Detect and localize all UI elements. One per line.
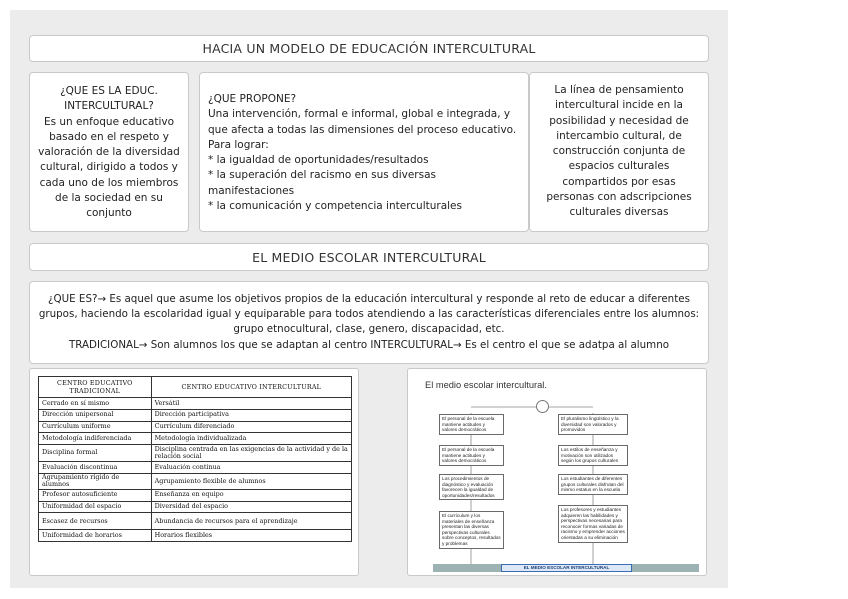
table-row bbox=[39, 398, 352, 410]
what-is-line: basado en el respeto y bbox=[49, 130, 169, 143]
cell-intercultural: Metodología individualizada bbox=[151, 433, 351, 445]
proposes-line: Una intervención, formal e informal, global e integrada, y bbox=[208, 108, 511, 121]
table-header-row bbox=[39, 377, 352, 398]
cell-traditional: Escasez de recursos bbox=[39, 513, 152, 530]
cell-intercultural: Agrupamiento flexible de alumnos bbox=[151, 473, 351, 489]
thought-line: compartidos por esas bbox=[562, 175, 676, 188]
cell-intercultural: Dirección participativa bbox=[151, 409, 351, 421]
proposes-line: Para lograr: bbox=[208, 138, 269, 151]
what-is-line: valoración de la diversidad bbox=[38, 146, 180, 159]
cell-intercultural: Enseñanza en equipo bbox=[151, 489, 351, 501]
header-intercultural bbox=[151, 377, 351, 398]
what-proposes-card bbox=[199, 72, 529, 232]
proposes-line: que afecta a todas las dimensiones del proceso educativo. bbox=[208, 123, 517, 136]
diagram-box-left: Los procedimientos de diagnóstico y evaluación favorecen la igualdad de oportunidades/resultados bbox=[439, 474, 504, 500]
cell-traditional: Profesor autosuficiente bbox=[39, 489, 152, 501]
what-is-line: ¿QUE ES LA EDUC. bbox=[60, 85, 158, 97]
cell-traditional: Uniformidad del espacio bbox=[39, 501, 152, 513]
table-row bbox=[39, 473, 352, 489]
what-is-line: cada uno de los miembros bbox=[39, 176, 179, 189]
what-is-card bbox=[29, 72, 189, 232]
what-is-line: cultural, dirigido a todos y bbox=[40, 161, 178, 174]
what-is-line: conjunto bbox=[86, 207, 132, 220]
diagram-card bbox=[407, 368, 707, 576]
diagram-box-right: El pluralismo lingüístico y la diversidad son valorados y promovidos bbox=[558, 414, 628, 435]
definition-line: ¿QUE ES?→ Es aquel que asume los objetivos propios de la educación intercultural y responde al reto de educar a diferentes bbox=[48, 293, 690, 305]
cell-traditional: Evaluación discontinua bbox=[39, 462, 152, 474]
table-row bbox=[39, 513, 352, 530]
what-is-line: INTERCULTURAL? bbox=[64, 100, 154, 113]
header-intercultural-label: CENTRO EDUCATIVO INTERCULTURAL bbox=[181, 383, 322, 391]
diagram-box-right: Los estilos de enseñanza y motivación son utilizados según los grupos culturales bbox=[558, 445, 628, 466]
thought-line: La línea de pensamiento bbox=[554, 84, 684, 96]
cell-intercultural: Abundancia de recursos para el aprendizaje bbox=[151, 513, 351, 530]
main-title: HACIA UN MODELO DE EDUCACIÓN INTERCULTURAL bbox=[202, 41, 536, 56]
proposes-line: manifestaciones bbox=[208, 184, 295, 197]
diagram-box-left: El personal de la escuela mantiene actitudes y valores democráticos bbox=[439, 445, 504, 466]
cell-traditional: Dirección unipersonal bbox=[39, 409, 152, 421]
table-row bbox=[39, 409, 352, 421]
diagram-box-left: El personal de la escuela mantiene actitudes y valores democráticos bbox=[439, 414, 504, 435]
thought-line: construcción conjunta de bbox=[552, 145, 686, 158]
diagram-title: El medio escolar intercultural. bbox=[425, 380, 547, 390]
table-row bbox=[39, 489, 352, 501]
section-title-bar bbox=[29, 243, 709, 271]
cell-traditional: Metodología indiferenciada bbox=[39, 433, 152, 445]
definition-line: TRADICIONAL→ Son alumnos los que se adaptan al centro INTERCULTURAL→ Es el centro el que se adatpa al alumno bbox=[68, 338, 670, 351]
proposes-line: * la comunicación y competencia interculturales bbox=[208, 200, 462, 213]
diagram-base-label: EL MEDIO ESCOLAR INTERCULTURAL bbox=[501, 564, 632, 572]
cell-intercultural: Diversidad del espacio bbox=[151, 501, 351, 513]
table-row bbox=[39, 433, 352, 445]
thought-line: espacios culturales bbox=[568, 160, 670, 173]
what-is-line: de la sociedad en su bbox=[55, 192, 163, 205]
proposes-line: * la igualdad de oportunidades/resultados bbox=[208, 154, 429, 167]
thought-line: posibilidad y necesidad de bbox=[549, 114, 689, 127]
cell-traditional: Agrupamiento rígido de alumnos bbox=[39, 473, 152, 489]
diagram-box-left: El currículum y los materiales de enseñanza presentan las diversas perspectivas culturales sobre conceptos, resultados y problemas bbox=[439, 511, 504, 549]
table-row bbox=[39, 530, 352, 542]
diagram-box-right: Los profesores y estudiantes adquieren las habilidades y perspectivas necesarias para reconocer formas variadas de racismo y emprender acciones orientadas a su eliminación bbox=[558, 505, 628, 543]
table-row bbox=[39, 421, 352, 433]
cell-traditional: Cerrado en sí mismo bbox=[39, 398, 152, 410]
what-is-line: Es un enfoque educativo bbox=[43, 115, 175, 128]
main-title-bar bbox=[29, 35, 709, 62]
cell-intercultural: Currículum diferenciado bbox=[151, 421, 351, 433]
cell-intercultural: Evaluación continua bbox=[151, 462, 351, 474]
header-traditional-label: CENTRO EDUCATIVO TRADICIONAL bbox=[57, 379, 133, 395]
proposes-line: * la superación del racismo en sus diversas bbox=[208, 169, 437, 182]
cell-traditional: Uniformidad de horarios bbox=[39, 530, 152, 542]
cell-intercultural: Disciplina centrada en las exigencias de la actividad y de la relación social bbox=[151, 445, 351, 462]
thought-line: intercambio cultural, de bbox=[556, 129, 682, 142]
cell-intercultural: Versátil bbox=[151, 398, 351, 410]
comparison-table-card bbox=[29, 368, 359, 576]
cell-traditional: Currículum uniforme bbox=[39, 421, 152, 433]
line-of-thought-card bbox=[529, 72, 709, 232]
thought-line: intercultural incide en la bbox=[555, 99, 683, 112]
table-row bbox=[39, 501, 352, 513]
comparison-table bbox=[38, 376, 352, 542]
diagram-box-right: Los estudiantes de diferentes grupos culturales disfrutan del mismo estatus en la escuela bbox=[558, 474, 628, 495]
definition-card bbox=[29, 281, 709, 364]
proposes-line: ¿QUE PROPONE? bbox=[208, 93, 297, 105]
diagram-circle-icon bbox=[536, 400, 549, 413]
cell-intercultural: Horarios flexibles bbox=[151, 530, 351, 542]
definition-line: grupos, haciendo la escolaridad igual y equiparable para todos atendiendo a las características diferenciales entre los alumnos: bbox=[38, 308, 700, 321]
thought-line: culturales diversas bbox=[569, 206, 669, 219]
cell-traditional: Disciplina formal bbox=[39, 445, 152, 462]
table-row bbox=[39, 462, 352, 474]
thought-line: personas con adscripciones bbox=[546, 191, 692, 204]
section-title: EL MEDIO ESCOLAR INTERCULTURAL bbox=[252, 249, 486, 265]
table-row bbox=[39, 445, 352, 462]
definition-line: grupo etnocultural, clase, genero, discapacidad, etc. bbox=[233, 323, 505, 336]
header-traditional bbox=[39, 377, 152, 398]
board-background bbox=[10, 10, 728, 588]
